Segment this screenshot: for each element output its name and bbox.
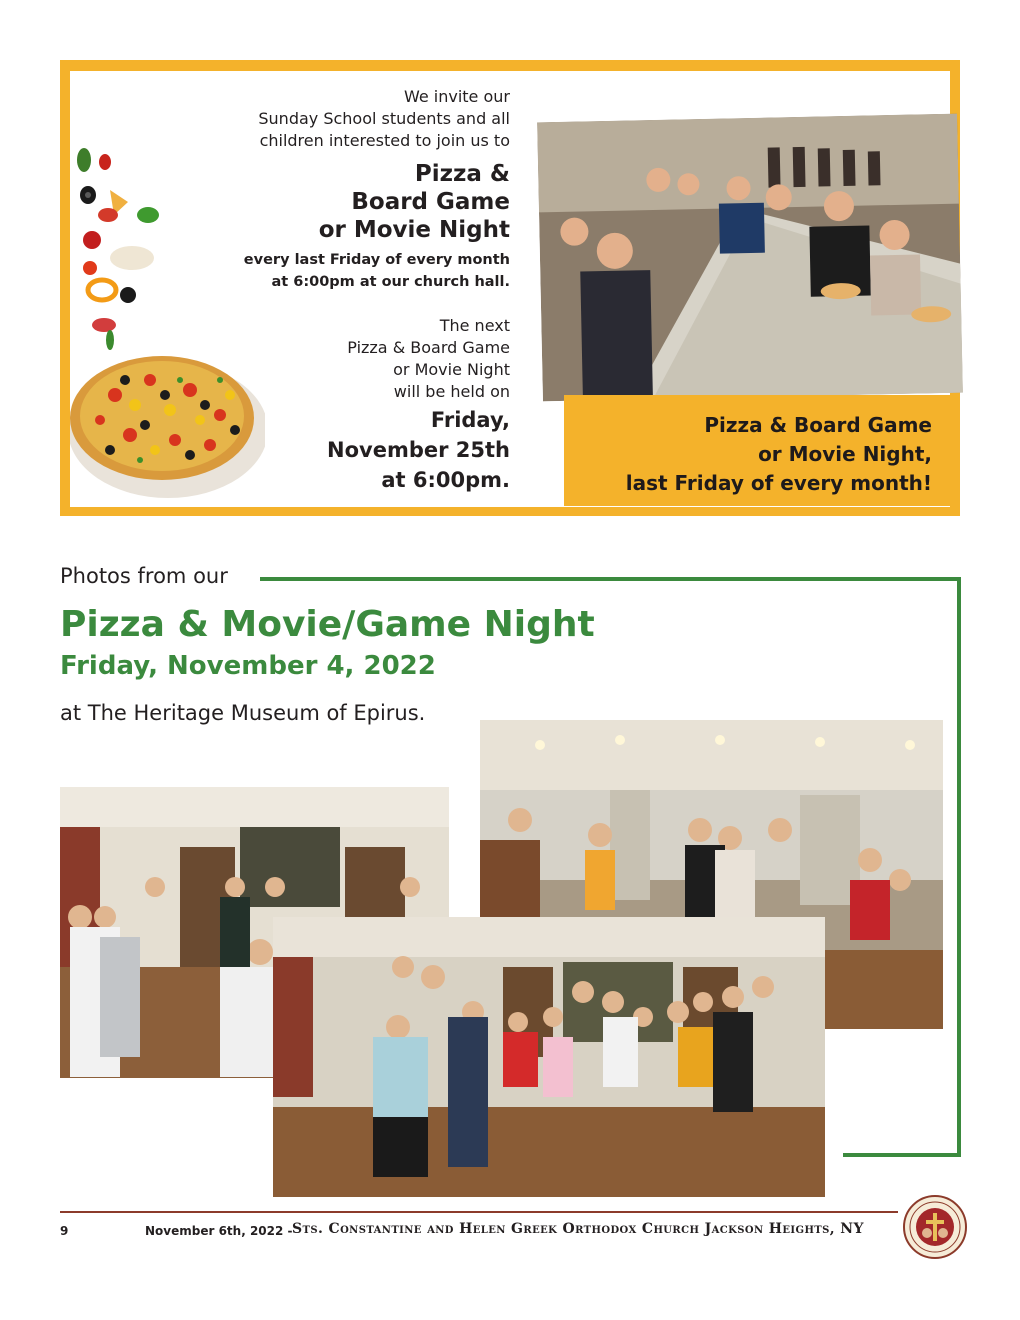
event-title — [210, 160, 510, 244]
section-location: at The Heritage Museum of Epirus. — [60, 701, 426, 725]
invite-line: children interested to join us to — [259, 131, 510, 150]
event-schedule — [190, 249, 510, 293]
footer-date: November 6th, 2022 - — [145, 1224, 293, 1238]
flyer-caption — [564, 411, 932, 498]
next-line: will be held on — [393, 382, 510, 401]
event-title-line: or Movie Night — [318, 217, 510, 243]
invite-line: We invite our — [403, 87, 510, 106]
caption-line: Pizza & Board Game — [704, 413, 932, 437]
next-date-line: November 25th — [327, 438, 510, 462]
section-subtitle: Friday, November 4, 2022 — [60, 651, 436, 681]
event-title-line: Pizza & — [414, 161, 510, 187]
next-date-line: at 6:00pm. — [381, 468, 510, 492]
caption-line: or Movie Night, — [758, 442, 932, 466]
next-event-text — [210, 315, 510, 403]
church-seal-icon — [903, 1195, 967, 1259]
page-number: 9 — [60, 1224, 69, 1238]
next-line: Pizza & Board Game — [347, 338, 510, 357]
event-title-line: Board Game — [351, 189, 510, 215]
footer-rule — [60, 1211, 898, 1213]
schedule-line: every last Friday of every month — [243, 252, 510, 268]
schedule-line: at 6:00pm at our church hall. — [271, 274, 510, 290]
footer-church-name: Sts. Constantine and Helen Greek Orthodox Church Jackson Heights, NY — [292, 1221, 864, 1237]
section-title: Pizza & Movie/Game Night — [60, 604, 595, 645]
invite-line: Sunday School students and all — [258, 109, 510, 128]
event-photo-group — [273, 917, 825, 1197]
next-line: or Movie Night — [393, 360, 510, 379]
section-border-bottom — [843, 1153, 961, 1157]
next-date-line: Friday, — [430, 408, 510, 432]
invite-text — [210, 86, 510, 152]
photos-intro: Photos from our — [60, 564, 228, 588]
section-border-right — [957, 577, 961, 1157]
flyer-photo — [537, 114, 963, 402]
next-line: The next — [439, 316, 510, 335]
next-event-date — [210, 405, 510, 495]
section-border-top — [260, 577, 961, 581]
caption-line: last Friday of every month! — [625, 471, 932, 495]
